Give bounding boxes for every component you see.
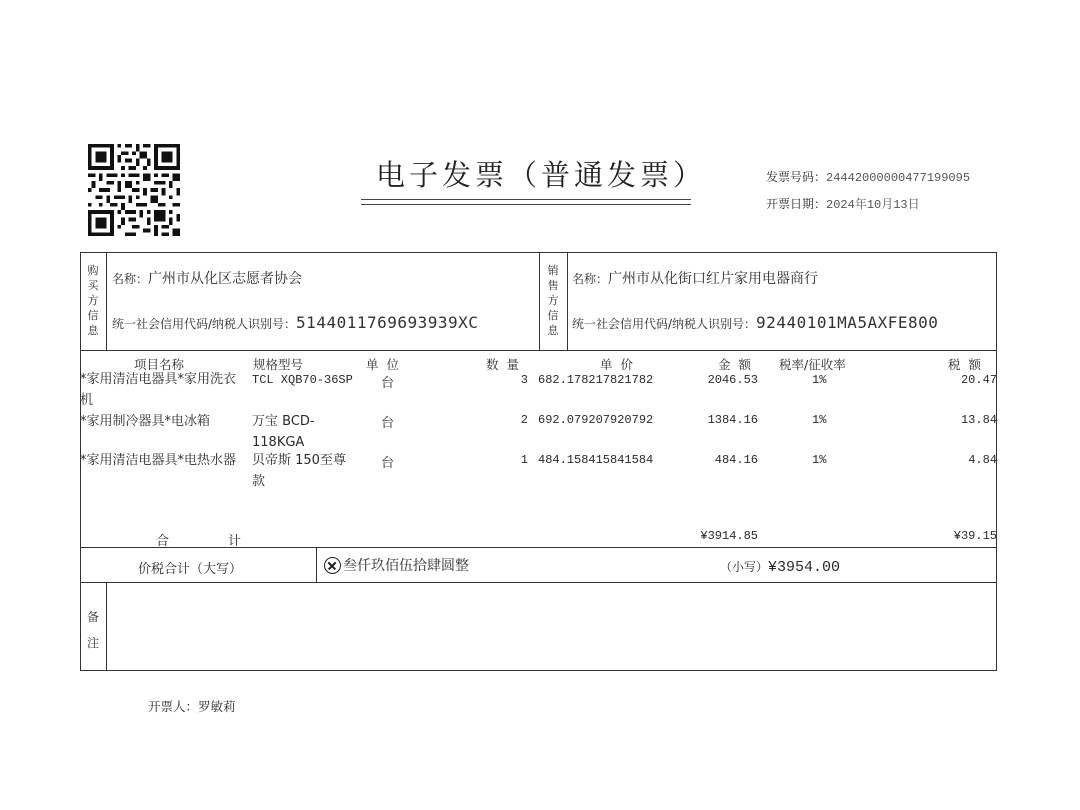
issuer-name: 罗敏莉 <box>198 699 236 714</box>
invoice-number-value: 24442000000477199095 <box>826 171 971 185</box>
buyer-label-divider <box>106 252 107 350</box>
invoice-date-label: 开票日期： <box>766 197 827 211</box>
seller-code-value: 92440101MA5AXFE800 <box>756 313 939 332</box>
row-3-price: 484.158415841584 <box>538 453 654 467</box>
seller-code-label: 统一社会信用代码/纳税人识别号： <box>572 317 757 331</box>
seller-name-value: 广州市从化街口红片家用电器商行 <box>608 271 819 287</box>
qr-code-icon <box>88 144 180 236</box>
issuer-label: 开票人： <box>148 699 199 714</box>
row-2-item: *家用制冷器具*电冰箱 <box>80 414 211 429</box>
row-3-qty: 1 <box>520 453 528 467</box>
row-3-item: *家用清洁电器具*电热水器 <box>80 453 237 468</box>
header-rate: 税率/征收率 <box>779 357 846 372</box>
party-divider <box>80 350 997 351</box>
invoice-title: 电子发票（普通发票） <box>376 158 707 192</box>
buyer-code <box>112 313 478 332</box>
seller-name <box>572 268 818 288</box>
header-unit: 单 位 <box>366 357 399 372</box>
grand-total-small-label: （小写） <box>720 560 769 574</box>
header-tax: 税 额 <box>948 357 981 372</box>
buyer-name-value: 广州市从化区志愿者协会 <box>148 271 303 287</box>
title-underline <box>361 199 691 200</box>
row-2-rate: 1% <box>812 413 827 427</box>
grand-total-small <box>720 556 840 576</box>
row-2-unit: 台 <box>381 416 395 431</box>
seller-label-divider <box>567 252 568 350</box>
row-3-unit: 台 <box>381 456 395 471</box>
party-middle-divider <box>539 252 540 350</box>
row-2-tax: 13.84 <box>960 413 997 427</box>
invoice-number <box>766 168 970 185</box>
row-1-rate: 1% <box>812 373 827 387</box>
seller-side-label: 销售方信息 <box>547 264 559 337</box>
grand-total-small-value: ¥3954.00 <box>768 559 841 576</box>
row-2-spec: 万宝 BCD-118KGA <box>252 414 315 450</box>
row-1-spec: TCL XQB70-36SP <box>252 373 353 387</box>
header-price: 单 价 <box>600 357 633 372</box>
seller-code <box>572 313 938 332</box>
row-2-price: 692.079207920792 <box>538 413 654 427</box>
header-amount: 金 额 <box>718 357 751 372</box>
invoice-date-value: 2024年10月13日 <box>826 198 920 212</box>
grand-total-uppercase-value: 叁仟玖佰伍拾肆圆整 <box>343 558 469 574</box>
total-amount: ¥3914.85 <box>700 529 758 543</box>
row-3-amount: 484.16 <box>714 453 758 467</box>
total-label-1: 合 <box>156 534 170 549</box>
buyer-side-label: 购买方信息 <box>87 264 99 337</box>
row-3-spec: 贝帝斯 150至尊款 <box>252 453 346 489</box>
grand-total-label: 价税合计（大写） <box>138 562 243 577</box>
header-spec: 规格型号 <box>253 357 304 372</box>
total-tax: ¥39.15 <box>953 529 997 543</box>
row-2-amount: 1384.16 <box>707 413 758 427</box>
total-label-2: 计 <box>228 534 242 549</box>
row-1-amount: 2046.53 <box>707 373 758 387</box>
total-label-divider <box>316 547 317 582</box>
buyer-name <box>112 268 302 288</box>
invoice-number-label: 发票号码： <box>766 170 827 184</box>
total-divider <box>80 582 997 583</box>
row-1-tax: 20.47 <box>960 373 997 387</box>
header-qty: 数 量 <box>486 357 519 372</box>
row-1-qty: 3 <box>520 373 528 387</box>
header-item: 项目名称 <box>134 357 185 372</box>
remarks-label-divider <box>106 582 107 671</box>
circle-x-icon <box>324 557 341 574</box>
row-3-tax: 4.84 <box>968 453 997 467</box>
title-underline-2 <box>361 204 691 205</box>
issuer <box>148 697 236 715</box>
row-3-rate: 1% <box>812 453 827 467</box>
items-divider <box>80 547 997 548</box>
grand-total-uppercase <box>324 555 469 575</box>
invoice-date <box>766 195 920 212</box>
row-1-unit: 台 <box>381 376 395 391</box>
remarks-label: 备注 <box>86 610 99 650</box>
row-1-item: *家用清洁电器具*家用洗衣机 <box>80 372 237 408</box>
row-2-qty: 2 <box>520 413 528 427</box>
row-1-price: 682.178217821782 <box>538 373 654 387</box>
buyer-code-label: 统一社会信用代码/纳税人识别号： <box>112 317 297 331</box>
buyer-code-value: 5144011769693939XC <box>296 313 479 332</box>
buyer-name-label: 名称： <box>112 272 149 286</box>
seller-name-label: 名称： <box>572 272 609 286</box>
